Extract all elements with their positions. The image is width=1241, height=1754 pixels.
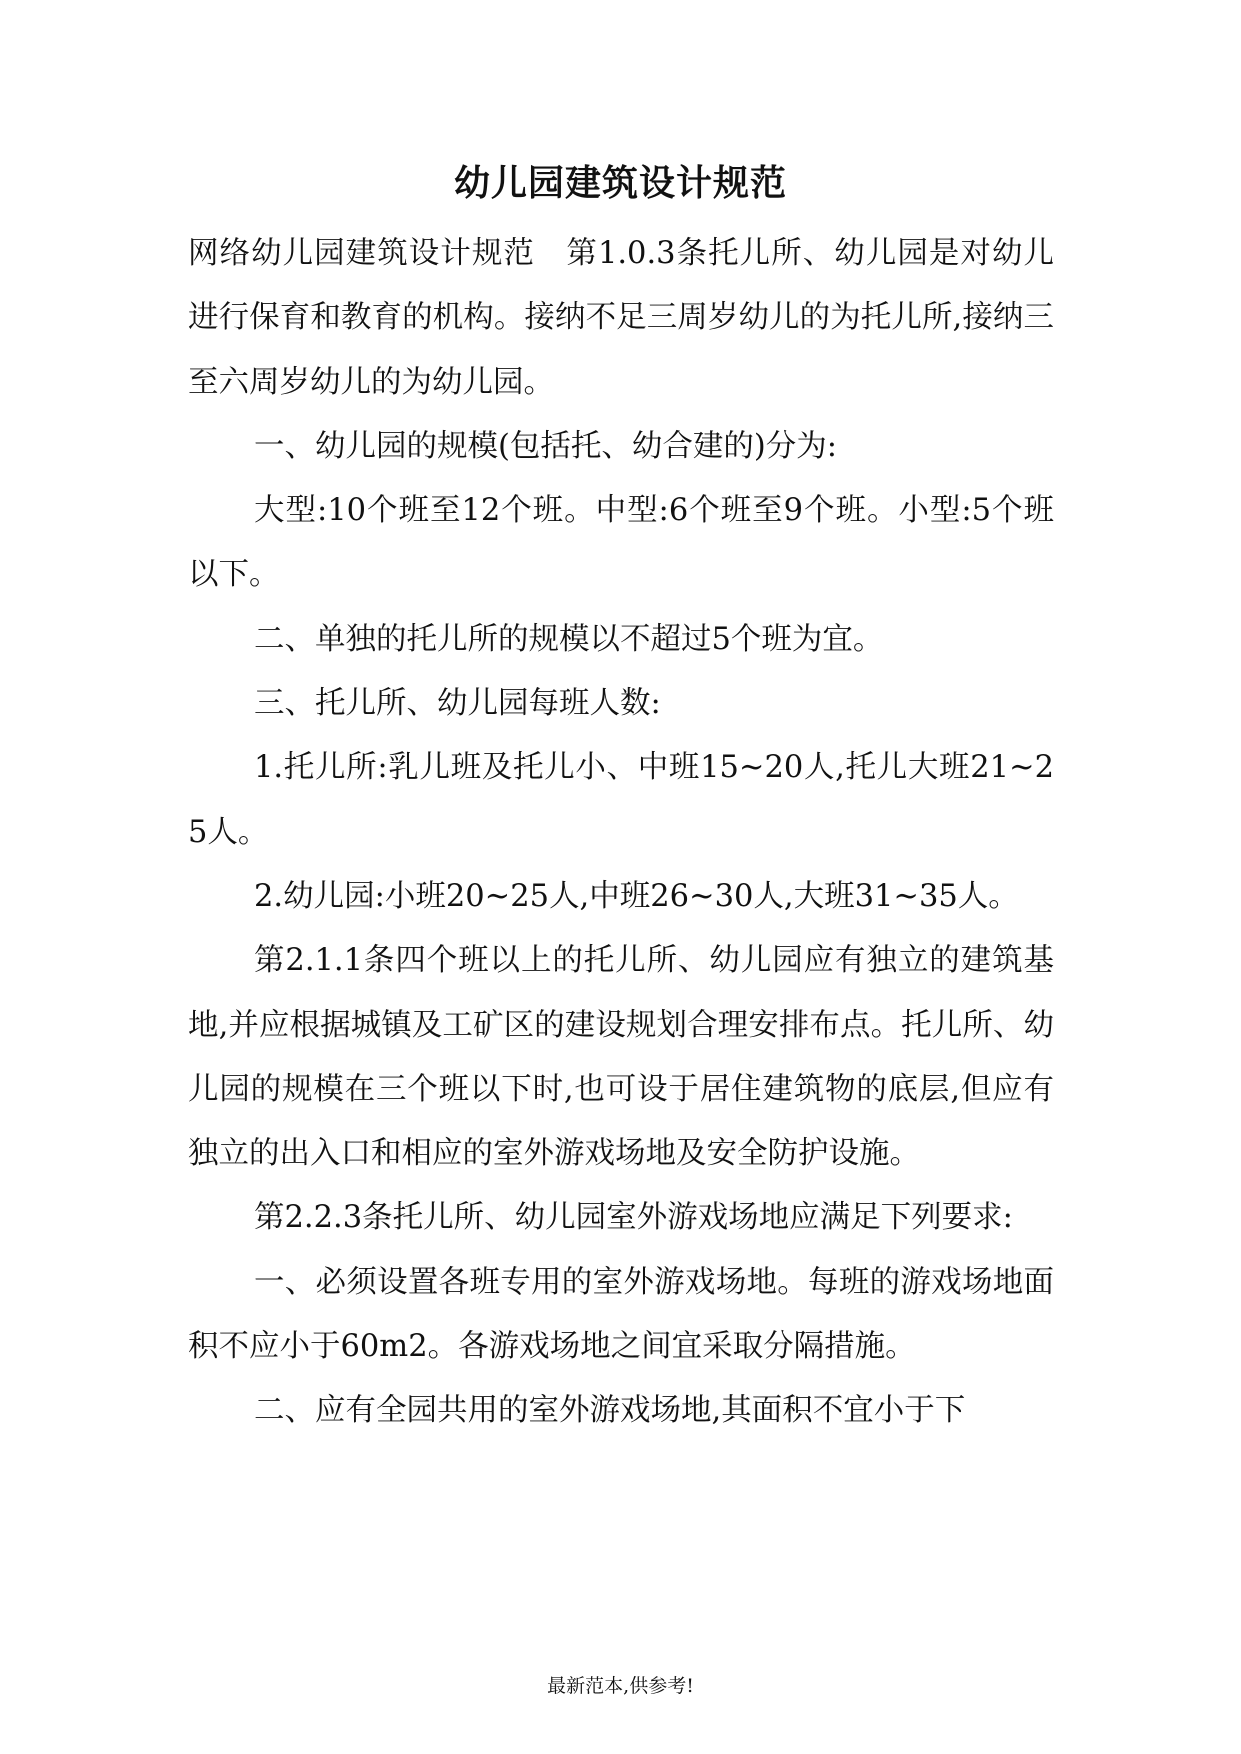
document-body (188, 222, 1054, 1444)
paragraph-requirement-2: 二、应有全园共用的室外游戏场地,其面积不宜小于下 (254, 1393, 966, 1429)
paragraph-scale-heading: 一、幼儿园的规模(包括托、幼合建的)分为: (254, 428, 838, 464)
paragraph-article-2-1-1: 第2.1.1条四个班以上的托儿所、幼儿园应有独立的建筑基地,并应根据城镇及工矿区的建设规划合理安排布点。托儿所、幼儿园的规模在三个班以下时,也可设于居住建筑物的底层,但应有独立的出入口和相应的室外游戏场地及安全防护设施。 (188, 943, 1054, 1172)
paragraph-nursery-scale: 二、单独的托儿所的规模以不超过5个班为宜。 (254, 621, 884, 657)
paragraph-scale-sizes: 大型:10个班至12个班。中型:6个班至9个班。小型:5个班以下。 (188, 493, 1054, 593)
document-title: 幼儿园建筑设计规范 (453, 162, 787, 204)
paragraph-article-2-2-3: 第2.2.3条托儿所、幼儿园室外游戏场地应满足下列要求: (254, 1200, 1013, 1236)
paragraph-requirement-1: 一、必须设置各班专用的室外游戏场地。每班的游戏场地面积不应小于60m2。各游戏场地之间宜采取分隔措施。 (188, 1264, 1054, 1365)
paragraph-kindergarten-class-size: 2.幼儿园:小班20~25人,中班26~30人,大班31~35人。 (254, 878, 1019, 914)
paragraph-nursery-class-size: 1.托儿所:乳儿班及托儿小、中班15~20人,托儿大班21~25人。 (188, 750, 1054, 850)
page-footer: 最新范本,供参考! (547, 1675, 694, 1697)
paragraph-intro: 网络幼儿园建筑设计规范 第1.0.3条托儿所、幼儿园是对幼儿进行保育和教育的机构。接纳不足三周岁幼儿的为托儿所,接纳三至六周岁幼儿的为幼儿园。 (188, 236, 1054, 400)
paragraph-class-size-heading: 三、托儿所、幼儿园每班人数: (254, 686, 661, 722)
